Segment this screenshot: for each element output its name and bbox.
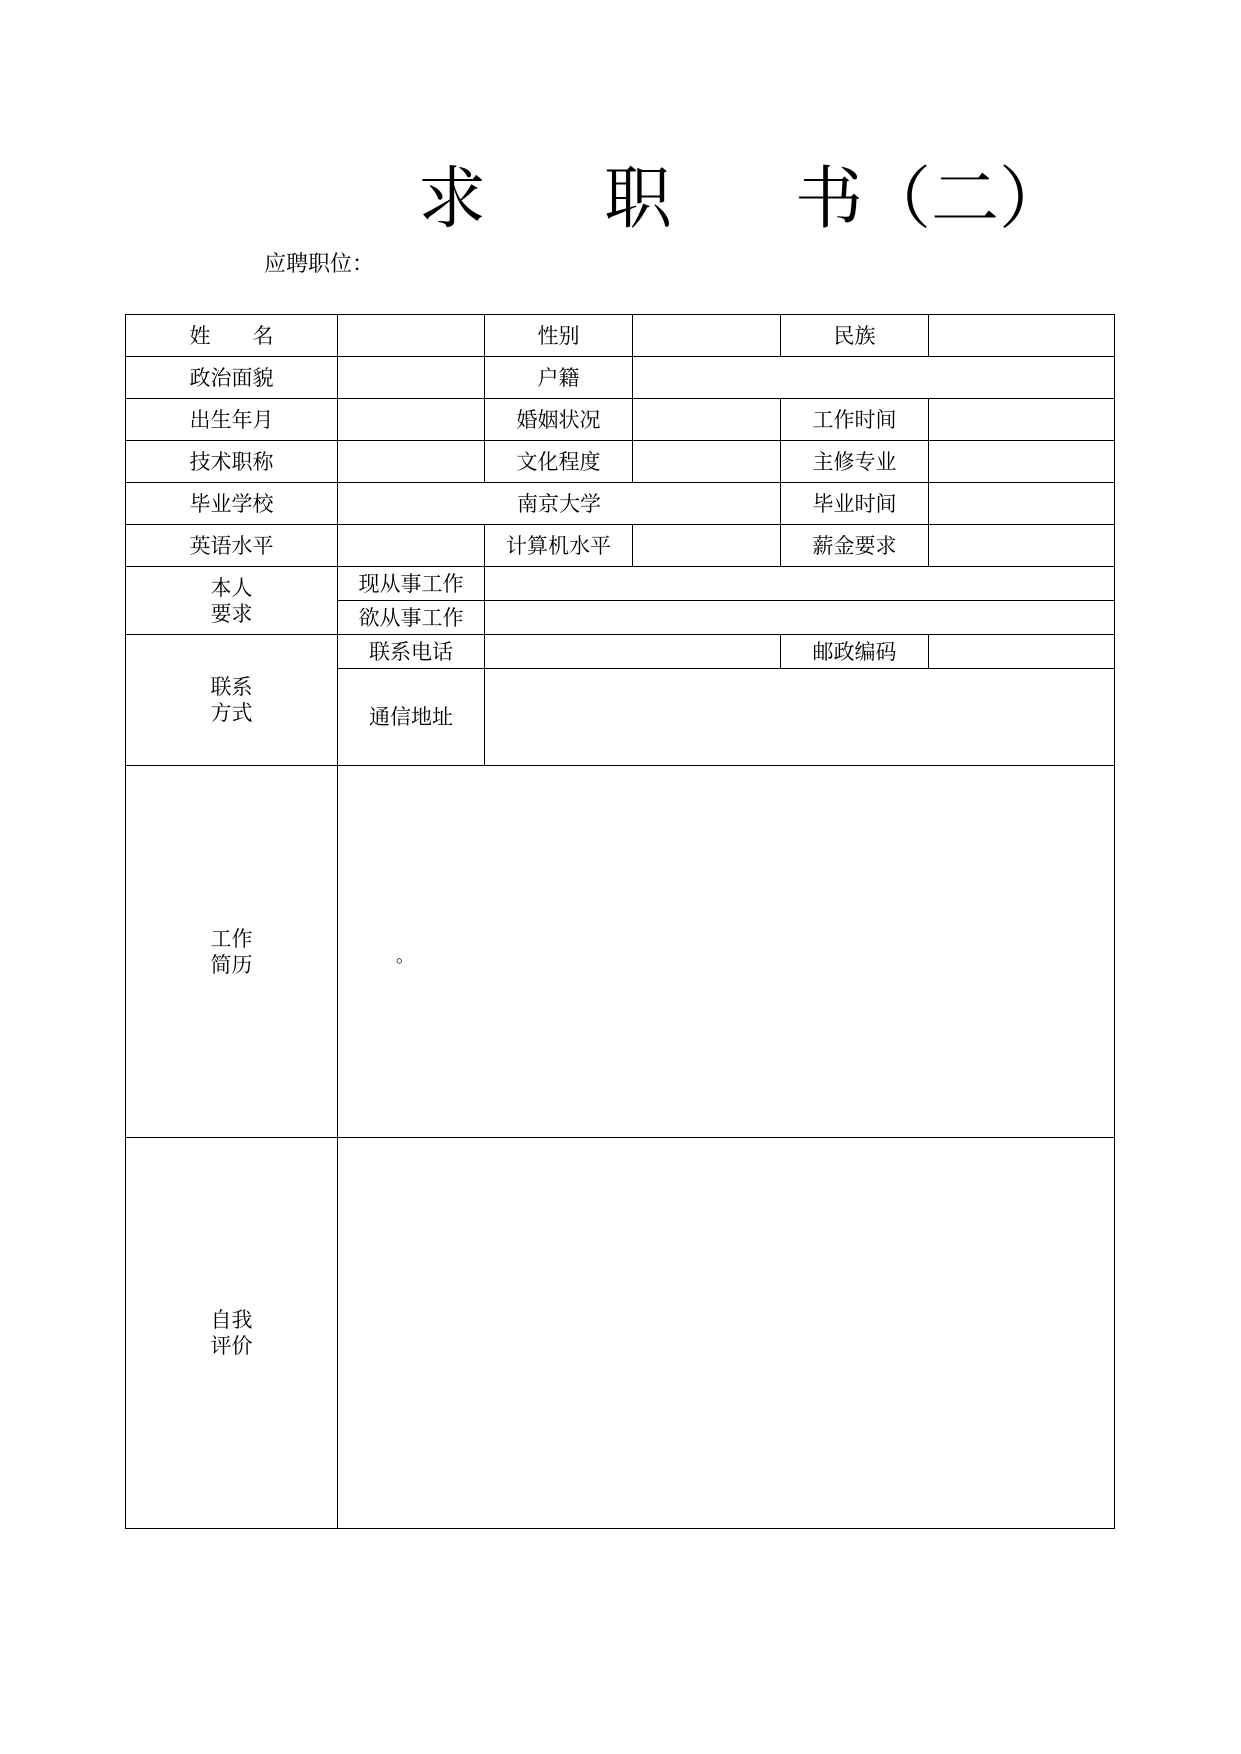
position-applied-label: 应聘职位： — [264, 252, 375, 277]
table-row — [126, 635, 1115, 669]
english-field[interactable] — [338, 525, 485, 567]
name-field[interactable] — [338, 315, 485, 357]
salary-field[interactable] — [929, 525, 1115, 567]
title-char-3: 书（二） — [795, 160, 1068, 239]
marital-field[interactable] — [633, 399, 781, 441]
table-row — [126, 441, 1115, 483]
school-label: 毕业学校 — [126, 483, 338, 525]
education-field[interactable] — [633, 441, 781, 483]
table-row — [126, 399, 1115, 441]
salary-label: 薪金要求 — [781, 525, 929, 567]
birth-label: 出生年月 — [126, 399, 338, 441]
birth-field[interactable] — [338, 399, 485, 441]
table-row — [126, 525, 1115, 567]
marital-label: 婚姻状况 — [485, 399, 633, 441]
table-row — [126, 483, 1115, 525]
title-char-1: 求 — [418, 160, 487, 239]
address-field[interactable] — [485, 669, 1115, 766]
political-label: 政治面貌 — [126, 357, 338, 399]
ethnicity-label: 民族 — [781, 315, 929, 357]
requirements-label — [126, 567, 338, 635]
resume-form-table — [125, 314, 1115, 1529]
table-row — [126, 315, 1115, 357]
table-row — [126, 1138, 1115, 1529]
work-history-label-line2: 简历 — [210, 952, 253, 977]
postcode-label: 邮政编码 — [781, 635, 929, 669]
hukou-field[interactable] — [633, 357, 1115, 399]
computer-label: 计算机水平 — [485, 525, 633, 567]
contact-label-line2: 方式 — [210, 701, 253, 725]
tech-title-field[interactable] — [338, 441, 485, 483]
hukou-label: 户籍 — [485, 357, 633, 399]
self-evaluation-label-line2: 评价 — [210, 1334, 253, 1358]
political-field[interactable] — [338, 357, 485, 399]
postcode-field[interactable] — [929, 635, 1115, 669]
english-label: 英语水平 — [126, 525, 338, 567]
table-row — [126, 357, 1115, 399]
current-job-label: 现从事工作 — [338, 567, 485, 601]
work-history-field[interactable] — [338, 766, 1115, 1138]
table-row — [126, 766, 1115, 1138]
education-label: 文化程度 — [485, 441, 633, 483]
desired-job-field[interactable] — [485, 601, 1115, 635]
grad-time-label: 毕业时间 — [781, 483, 929, 525]
tech-title-label: 技术职称 — [126, 441, 338, 483]
current-job-field[interactable] — [485, 567, 1115, 601]
school-field[interactable]: 南京大学 — [338, 483, 781, 525]
ethnicity-field[interactable] — [929, 315, 1115, 357]
requirements-label-line2: 要求 — [210, 601, 253, 626]
work-history-label — [126, 766, 338, 1138]
major-field[interactable] — [929, 441, 1115, 483]
work-history-text: 。 — [396, 946, 414, 967]
major-label: 主修专业 — [781, 441, 929, 483]
phone-label: 联系电话 — [338, 635, 485, 669]
address-label: 通信地址 — [338, 669, 485, 766]
self-evaluation-field[interactable] — [338, 1138, 1115, 1529]
table-row — [126, 567, 1115, 601]
gender-label: 性别 — [485, 315, 633, 357]
grad-time-field[interactable] — [929, 483, 1115, 525]
document-title — [0, 160, 1241, 240]
name-label: 姓 名 — [126, 315, 338, 357]
gender-field[interactable] — [633, 315, 781, 357]
requirements-label-line1: 本人 — [210, 575, 253, 600]
work-history-label-line1: 工作 — [210, 926, 253, 951]
self-evaluation-label — [126, 1138, 338, 1529]
contact-label-line1: 联系 — [210, 675, 253, 699]
phone-field[interactable] — [485, 635, 781, 669]
desired-job-label: 欲从事工作 — [338, 601, 485, 635]
work-start-label: 工作时间 — [781, 399, 929, 441]
self-evaluation-label-line1: 自我 — [210, 1308, 253, 1332]
work-start-field[interactable] — [929, 399, 1115, 441]
title-char-2: 职 — [604, 160, 673, 239]
contact-label — [126, 635, 338, 766]
computer-field[interactable] — [633, 525, 781, 567]
